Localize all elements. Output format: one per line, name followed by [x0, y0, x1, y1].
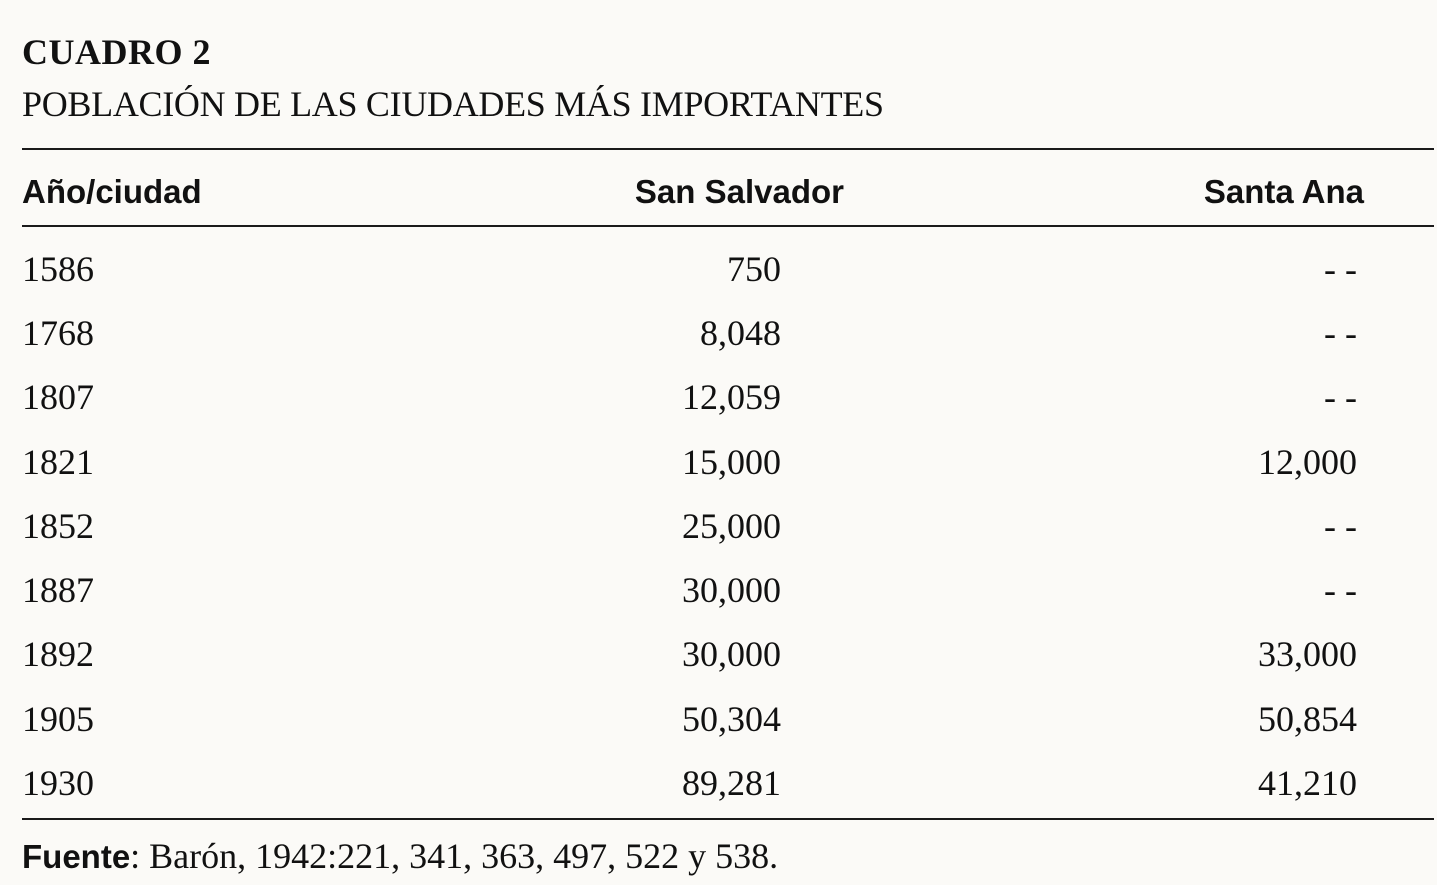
san-salvador-cell: 30,000	[682, 570, 781, 610]
source-note	[22, 832, 778, 881]
table-row	[0, 693, 1437, 757]
year-cell: 1930	[22, 763, 94, 803]
san-salvador-cell: 12,059	[682, 377, 781, 417]
santa-ana-cell: 12,000	[1258, 442, 1357, 482]
santa-ana-cell: 50,854	[1258, 699, 1357, 739]
san-salvador-cell: 15,000	[682, 442, 781, 482]
san-salvador-cell: 50,304	[682, 699, 781, 739]
column-header-year: Año/ciudad	[22, 173, 202, 210]
santa-ana-cell: - -	[1324, 506, 1357, 546]
source-label: Fuente	[22, 838, 131, 875]
year-cell: 1887	[22, 570, 94, 610]
year-cell: 1586	[22, 249, 94, 289]
table-title: POBLACIÓN DE LAS CIUDADES MÁS IMPORTANTES	[22, 84, 884, 124]
san-salvador-cell: 89,281	[682, 763, 781, 803]
column-header-santa-ana: Santa Ana	[1203, 173, 1364, 210]
santa-ana-cell: - -	[1324, 570, 1357, 610]
year-cell: 1892	[22, 634, 94, 674]
year-cell: 1768	[22, 313, 94, 353]
table-row	[0, 500, 1437, 564]
table-row	[0, 757, 1437, 821]
year-cell: 1852	[22, 506, 94, 546]
santa-ana-cell: 41,210	[1258, 763, 1357, 803]
table-number: CUADRO 2	[22, 32, 211, 72]
san-salvador-cell: 25,000	[682, 506, 781, 546]
santa-ana-cell: - -	[1324, 249, 1357, 289]
year-cell: 1807	[22, 377, 94, 417]
santa-ana-cell: - -	[1324, 313, 1357, 353]
column-header-san-salvador: San Salvador	[634, 173, 844, 210]
san-salvador-cell: 30,000	[682, 634, 781, 674]
header-rule	[22, 225, 1434, 227]
table-row	[0, 243, 1437, 307]
table-row	[0, 564, 1437, 628]
source-text: : Barón, 1942:221, 341, 363, 497, 522 y 538.	[130, 836, 779, 876]
table-row	[0, 371, 1437, 435]
table-row	[0, 628, 1437, 692]
year-cell: 1821	[22, 442, 94, 482]
table-row	[0, 307, 1437, 371]
san-salvador-cell: 8,048	[700, 313, 781, 353]
san-salvador-cell: 750	[727, 249, 781, 289]
year-cell: 1905	[22, 699, 94, 739]
table-row	[0, 436, 1437, 500]
top-rule	[22, 148, 1434, 150]
santa-ana-cell: - -	[1324, 377, 1357, 417]
bottom-rule	[22, 818, 1434, 820]
santa-ana-cell: 33,000	[1258, 634, 1357, 674]
